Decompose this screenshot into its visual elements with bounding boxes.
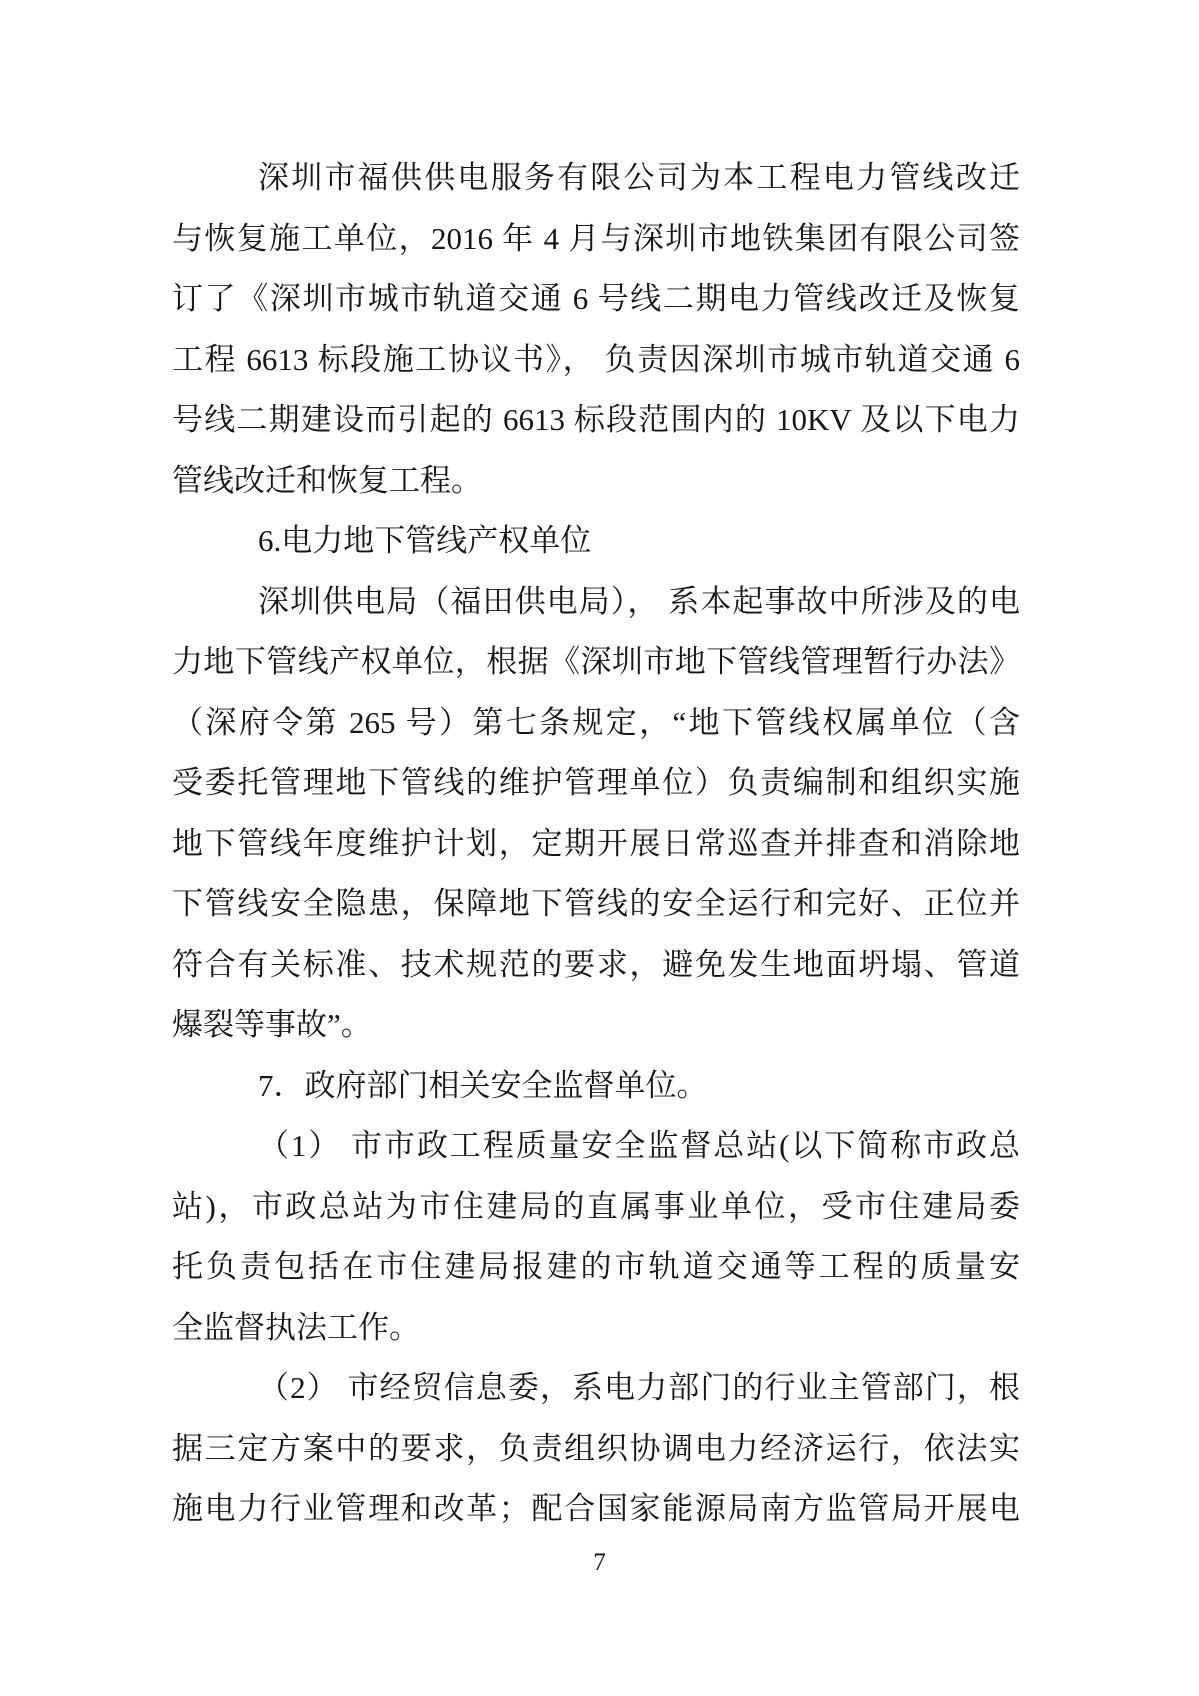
text-line: 下管线安全隐患，保障地下管线的安全运行和完好、正位并: [172, 886, 1020, 921]
text-line: 力地下管线产权单位，根据《深圳市地下管线管理暂行办法》: [172, 644, 1020, 679]
document-body: [172, 148, 1020, 1540]
text-line: 地下管线年度维护计划，定期开展日常巡查并排查和消除地: [172, 825, 1020, 861]
text-line: 符合有关标准、技术规范的要求，避免发生地面坍塌、管道: [172, 946, 1020, 982]
text-line: 工程 6613 标段施工协议书》， 负责因深圳市城市轨道交通 6: [172, 341, 1020, 377]
text-line: （深府令第 265 号）第七条规定，“地下管线权属单位（含: [172, 704, 1020, 740]
text-line: 6.电力地下管线产权单位: [258, 523, 592, 558]
text-line: 受委托管理地下管线的维护管理单位）负责编制和组织实施: [172, 765, 1020, 800]
text-line: 据三定方案中的要求，负责组织协调电力经济运行，依法实: [172, 1430, 1020, 1466]
text-line: 7．政府部门相关安全监督单位。: [258, 1067, 708, 1103]
text-line: 全监督执法工作。: [172, 1309, 420, 1345]
text-line: 施电力行业管理和改革；配合国家能源局南方监管局开展电: [172, 1491, 1020, 1526]
text-line: 深圳市福供供电服务有限公司为本工程电力管线改迁: [258, 160, 1020, 195]
text-line: 爆裂等事故”。: [172, 1007, 372, 1042]
text-line: 深圳供电局（福田供电局）， 系本起事故中所涉及的电: [258, 583, 1020, 619]
text-line: 站)，市政总站为市住建局的直属事业单位，受市住建局委: [172, 1188, 1020, 1224]
text-line: 托负责包括在市住建局报建的市轨道交通等工程的质量安: [172, 1249, 1020, 1284]
page-number: 7: [593, 1549, 606, 1576]
text-line: 与恢复施工单位，2016 年 4 月与深圳市地铁集团有限公司签: [172, 220, 1020, 256]
text-line: （1） 市市政工程质量安全监督总站(以下简称市政总: [258, 1128, 1020, 1163]
text-line: 管线改迁和恢复工程。: [172, 462, 482, 498]
text-line: （2） 市经贸信息委，系电力部门的行业主管部门，根: [258, 1370, 1020, 1405]
text-line: 号线二期建设而引起的 6613 标段范围内的 10KV 及以下电力: [172, 402, 1020, 437]
text-line: 订了《深圳市城市轨道交通 6 号线二期电力管线改迁及恢复: [172, 281, 1020, 316]
